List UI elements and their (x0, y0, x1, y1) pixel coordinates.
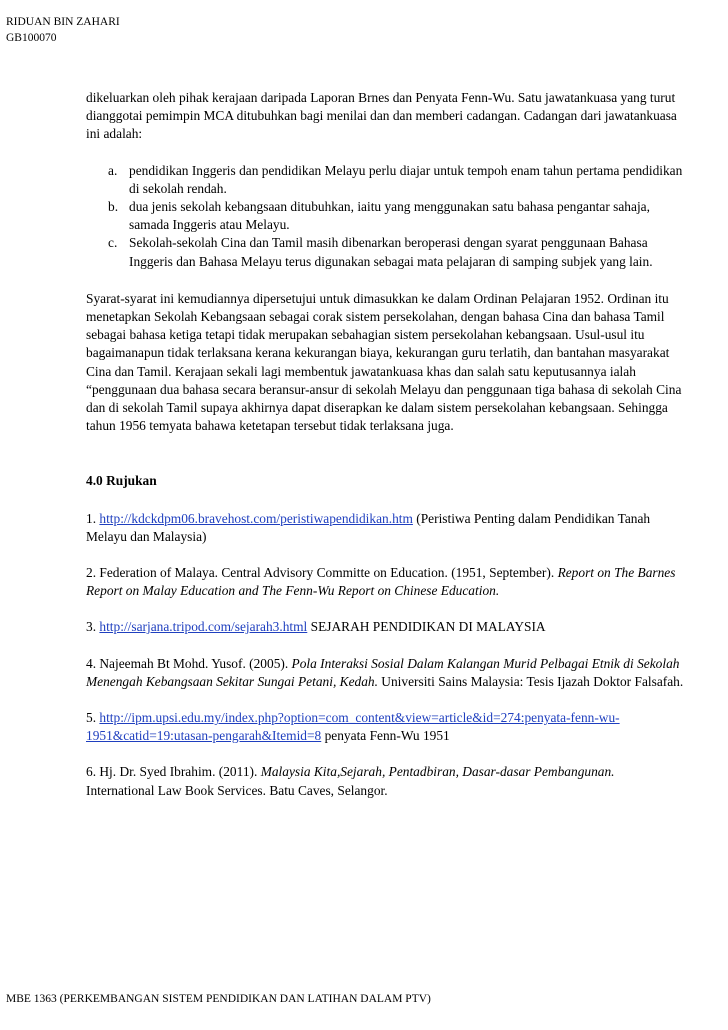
list-item (86, 162, 686, 198)
list-item (86, 198, 686, 234)
reference-5 (86, 709, 686, 745)
list-item-letter: a. (108, 162, 118, 178)
list-item-letter: b. (108, 199, 119, 215)
reference-number: 5. (86, 710, 100, 726)
reference-2 (86, 564, 686, 600)
list-item-text: pendidikan Inggeris dan pendidikan Melayu perlu diajar untuk tempoh enam tahun pertama pendidikan di sekolah rendah. (129, 162, 683, 196)
reference-4 (86, 655, 686, 691)
reference-text: 6. Hj. Dr. Syed Ibrahim. (2011). (86, 764, 261, 780)
reference-text: 4. Najeemah Bt Mohd. Yusof. (2005). (86, 655, 292, 671)
author-name: RIDUAN BIN ZAHARI (6, 16, 120, 28)
reference-text: (Peristiwa Penting dalam Pendidikan Tanah Melayu dan Malaysia) (86, 510, 651, 544)
reference-link[interactable]: http://kdckdpm06.bravehost.com/peristiwapendidikan.htm (99, 510, 413, 526)
section-heading: 4.0 Rujukan (86, 473, 157, 489)
document-body (86, 89, 686, 800)
recommendation-list (86, 162, 686, 271)
reference-publisher: International Law Book Services. Batu Caves, Selangor. (86, 782, 388, 798)
reference-1 (86, 510, 686, 546)
body-paragraph: Syarat-syarat ini kemudiannya dipersetujui untuk dimasukkan ke dalam Ordinan Pelajaran 1952. Ordinan itu menetapkan Sekolah Kebangsaan sebagai corak sistem persekolahan, dengan bahasa Cina dan bahasa Tamil sebagai bahasa ketiga tetapi tidak merupakan sebahagian sistem persekolahan kebangsaan. Usul-usul itu bagaimanapun tidak terlaksana kerana kekurangan biaya, kekurangan guru terlatih, dan bantahan masyarakat Cina dan Tamil. Kerajaan sekali lagi membentuk jawatankuasa khas dan salah satu keputusannya ialah “penggunaan dua bahasa secara beransur-ansur di sekolah Melayu dan penggunaan tiga bahasa di sekolah Cina dan di sekolah Tamil supaya akhirnya dapat diserapkan ke dalam sistem persekolahan kebangsaan. Sehingga tahun 1956 temyata bahawa ketetapan tersebut tidak terlaksana juga. (86, 290, 682, 434)
reference-link[interactable]: http://ipm.upsi.edu.my/index.php?option=com_content&view=article&id=274:penyata-fenn-wu-1951&catid=19:utasan-pengarah&Itemid=8 (86, 710, 620, 744)
reference-text: SEJARAH PENDIDIKAN DI MALAYSIA (307, 619, 546, 635)
list-item-text: dua jenis sekolah kebangsaan ditubuhkan, iaitu yang menggunakan satu bahasa pengantar sahaja, samada Inggeris atau Melayu. (129, 199, 650, 233)
list-item-letter: c. (108, 235, 118, 251)
page-footer: MBE 1363 (PERKEMBANGAN SISTEM PENDIDIKAN DAN LATIHAN DALAM PTV) (6, 993, 431, 1005)
reference-number: 3. (86, 619, 100, 635)
reference-title: Pola Interaksi Sosial Dalam Kalangan Murid Pelbagai Etnik di Sekolah Menengah Kebangsaan Sekitar Sungai Petani, Kedah. (86, 655, 680, 689)
reference-publisher: Universiti Sains Malaysia: Tesis Ijazah Doktor Falsafah. (377, 673, 684, 689)
intro-paragraph: dikeluarkan oleh pihak kerajaan daripada Laporan Brnes dan Penyata Fenn-Wu. Satu jawatankuasa yang turut dianggotai pemimpin MCA ditubuhkan bagi menilai dan dan memberi cadangan. Cadangan dari jawatankuasa ini adalah: (86, 90, 677, 142)
reference-3 (86, 618, 686, 636)
list-item-text: Sekolah-sekolah Cina dan Tamil masih dibenarkan beroperasi dengan syarat penggunaan Bahasa Inggeris dan Bahasa Melayu terus digunakan sebagai mata pelajaran di samping subjek yang lain. (129, 235, 653, 269)
student-id: GB100070 (6, 32, 57, 44)
reference-6 (86, 763, 686, 799)
reference-text: 2. Federation of Malaya. Central Advisory Committe on Education. (1951, September). (86, 565, 558, 581)
reference-number: 1. (86, 510, 100, 526)
list-item (86, 234, 686, 270)
reference-title: Report on The Barnes Report on Malay Education and The Fenn-Wu Report on Chinese Education. (86, 565, 676, 599)
reference-link[interactable]: http://sarjana.tripod.com/sejarah3.html (99, 619, 308, 635)
reference-title: Malaysia Kita,Sejarah, Pentadbiran, Dasar-dasar Pembangunan. (260, 764, 615, 780)
reference-text: penyata Fenn-Wu 1951 (321, 728, 450, 744)
